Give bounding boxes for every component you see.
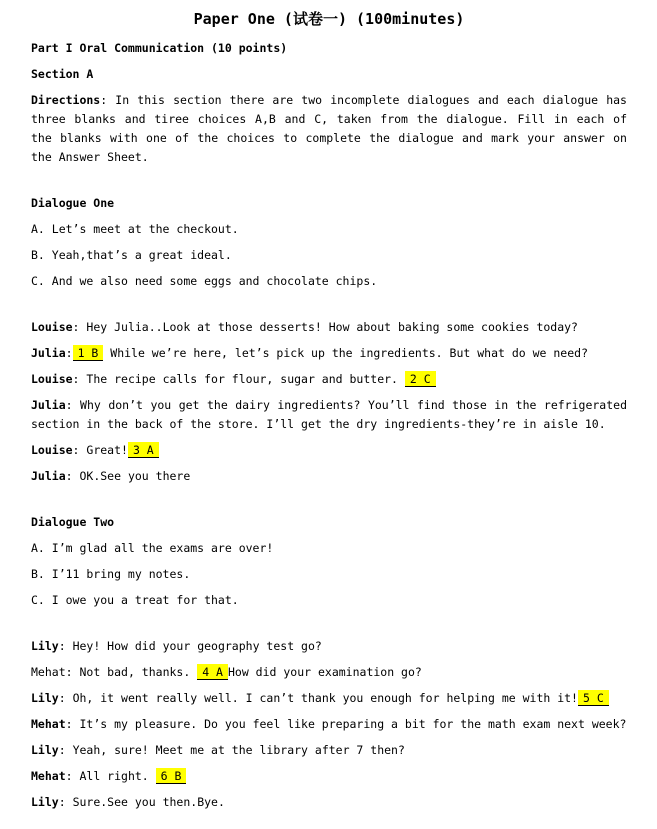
directions-line: the Answer Sheet. [31,150,149,164]
dialogue-text: Sure.See you then.Bye. [65,795,225,809]
blank-line [31,174,627,194]
dialogue-heading: Dialogue One [31,196,115,210]
dialogue-paragraph [31,441,627,460]
speaker-name: Mehat [31,769,66,783]
dialogue-text: Yeah, sure! Meet me at the library after 7 then? [65,743,405,757]
dialogue-text: While we’re here, let’s pick up the ingredients. But what do we need? [103,346,588,360]
speaker-name: Louise [31,320,73,334]
dialogue-line: Louise: The recipe calls for flour, sugar and butter. 2 C [31,370,627,389]
dialogue-paragraph [31,715,627,734]
dialogue-option: A. Let’s meet at the checkout. [31,222,239,236]
dialogue-line-continuation: section in the back of the store. I’ll get the dry ingredients-they’re in aisle 10. [31,417,606,431]
dialogue-line: Julia: 1 B While we’re here, let’s pick up the ingredients. But what do we need? [31,346,588,360]
speaker-name: Lily [31,743,59,757]
answer-highlight: 5 C [578,690,609,706]
blank-line [31,493,627,513]
directions-label: Directions [31,93,101,107]
blank-line [31,617,627,637]
dialogue-text: OK.See you there [72,469,191,483]
speaker-name: Mehat [31,665,66,679]
dialogue-paragraph [31,370,627,389]
speaker-name: Lily [31,691,59,705]
dialogue-line: Mehat: All right. 6 B [31,767,627,786]
answer-highlight: 2 C [405,371,436,387]
dialogue-paragraph [31,467,627,486]
dialogue-text: How did your examination go? [227,665,422,679]
dialogue-text: It’s my pleasure. Do you feel like preparing a bit for the math exam next week? [72,717,627,731]
paper-title: Paper One (试卷一) (100minutes) [193,10,465,28]
dialogue-paragraph [31,689,627,708]
dialogue-text: Great! [79,443,128,457]
speaker-name: Julia [31,346,66,360]
speaker-name: Louise [31,443,73,457]
speaker-name: Lily [31,639,59,653]
dialogue-heading: Dialogue Two [31,515,115,529]
dialogue-line: Lily: Oh, it went really well. I can’t thank you enough for helping me with it! 5 C [31,689,627,708]
dialogue-paragraph [31,344,627,363]
dialogue-paragraph [31,318,627,337]
blank-line [31,298,627,318]
dialogue-paragraph [31,396,627,434]
dialogue-text: Why don’t you get the dairy ingredients? You’ll find those in the refrigerated [72,398,627,412]
answer-highlight: 3 A [128,442,159,458]
dialogue-section [31,194,627,513]
dialogue-option: C. I owe you a treat for that. [31,593,239,607]
speaker-name: Lily [31,795,59,809]
dialogue-text: Oh, it went really well. I can’t thank you enough for helping me with it! [65,691,578,705]
dialogue-text: The recipe calls for flour, sugar and butter. [79,372,405,386]
dialogue-option: B. Yeah,that’s a great ideal. [31,248,232,262]
dialogues-container [31,194,627,812]
directions-line: the blanks with one of the choices to complete the dialogue and mark your answer on [31,131,627,145]
dialogue-text: Hey Julia..Look at those desserts! How about baking some cookies today? [79,320,578,334]
speaker-name: Julia [31,398,66,412]
dialogue-paragraph [31,741,627,760]
dialogue-paragraph [31,663,627,682]
dialogue-section [31,513,627,812]
dialogue-line: Louise: Great! 3 A [31,441,627,460]
speaker-name: Julia [31,469,66,483]
dialogue-line: Lily: Sure.See you then.Bye. [31,795,225,809]
dialogue-text: Not bad, thanks. [72,665,198,679]
section-heading: Section A [31,67,94,81]
dialogue-line: Lily: Yeah, sure! Meet me at the library after 7 then? [31,743,405,757]
dialogue-option: C. And we also need some eggs and chocolate chips. [31,274,378,288]
dialogue-line: Mehat: Not bad, thanks. 4 A How did your examination go? [31,665,422,679]
dialogue-paragraph [31,637,627,656]
directions-paragraph [31,91,627,167]
dialogue-text: All right. [72,769,156,783]
dialogue-line: Mehat: It’s my pleasure. Do you feel like preparing a bit for the math exam next week? [31,717,627,731]
dialogue-line: Lily: Hey! How did your geography test go? [31,639,322,653]
answer-highlight: 1 B [73,345,104,361]
answer-highlight: 6 B [156,768,187,784]
directions-text: : In this section there are two incomplete dialogues and each dialogue has [100,93,627,107]
dialogue-option: A. I’m glad all the exams are over! [31,541,274,555]
directions-line [31,91,627,110]
dialogue-text: Hey! How did your geography test go? [65,639,322,653]
dialogue-line: Julia: OK.See you there [31,469,191,483]
dialogue-option: B. I’11 bring my notes. [31,567,191,581]
dialogue-paragraph [31,793,627,812]
dialogue-paragraph [31,767,627,786]
speaker-name: Louise [31,372,73,386]
dialogue-line: Julia: Why don’t you get the dairy ingredients? You’ll find those in the refrigerated [31,398,627,412]
answer-highlight: 4 A [197,664,228,680]
directions-line: three blanks and tiree choices A,B and C, taken from the dialogue. Fill in each of [31,112,627,126]
part-heading: Part I Oral Communication (10 points) [31,41,288,55]
speaker-name: Mehat [31,717,66,731]
dialogue-line: Louise: Hey Julia..Look at those desserts! How about baking some cookies today? [31,320,578,334]
